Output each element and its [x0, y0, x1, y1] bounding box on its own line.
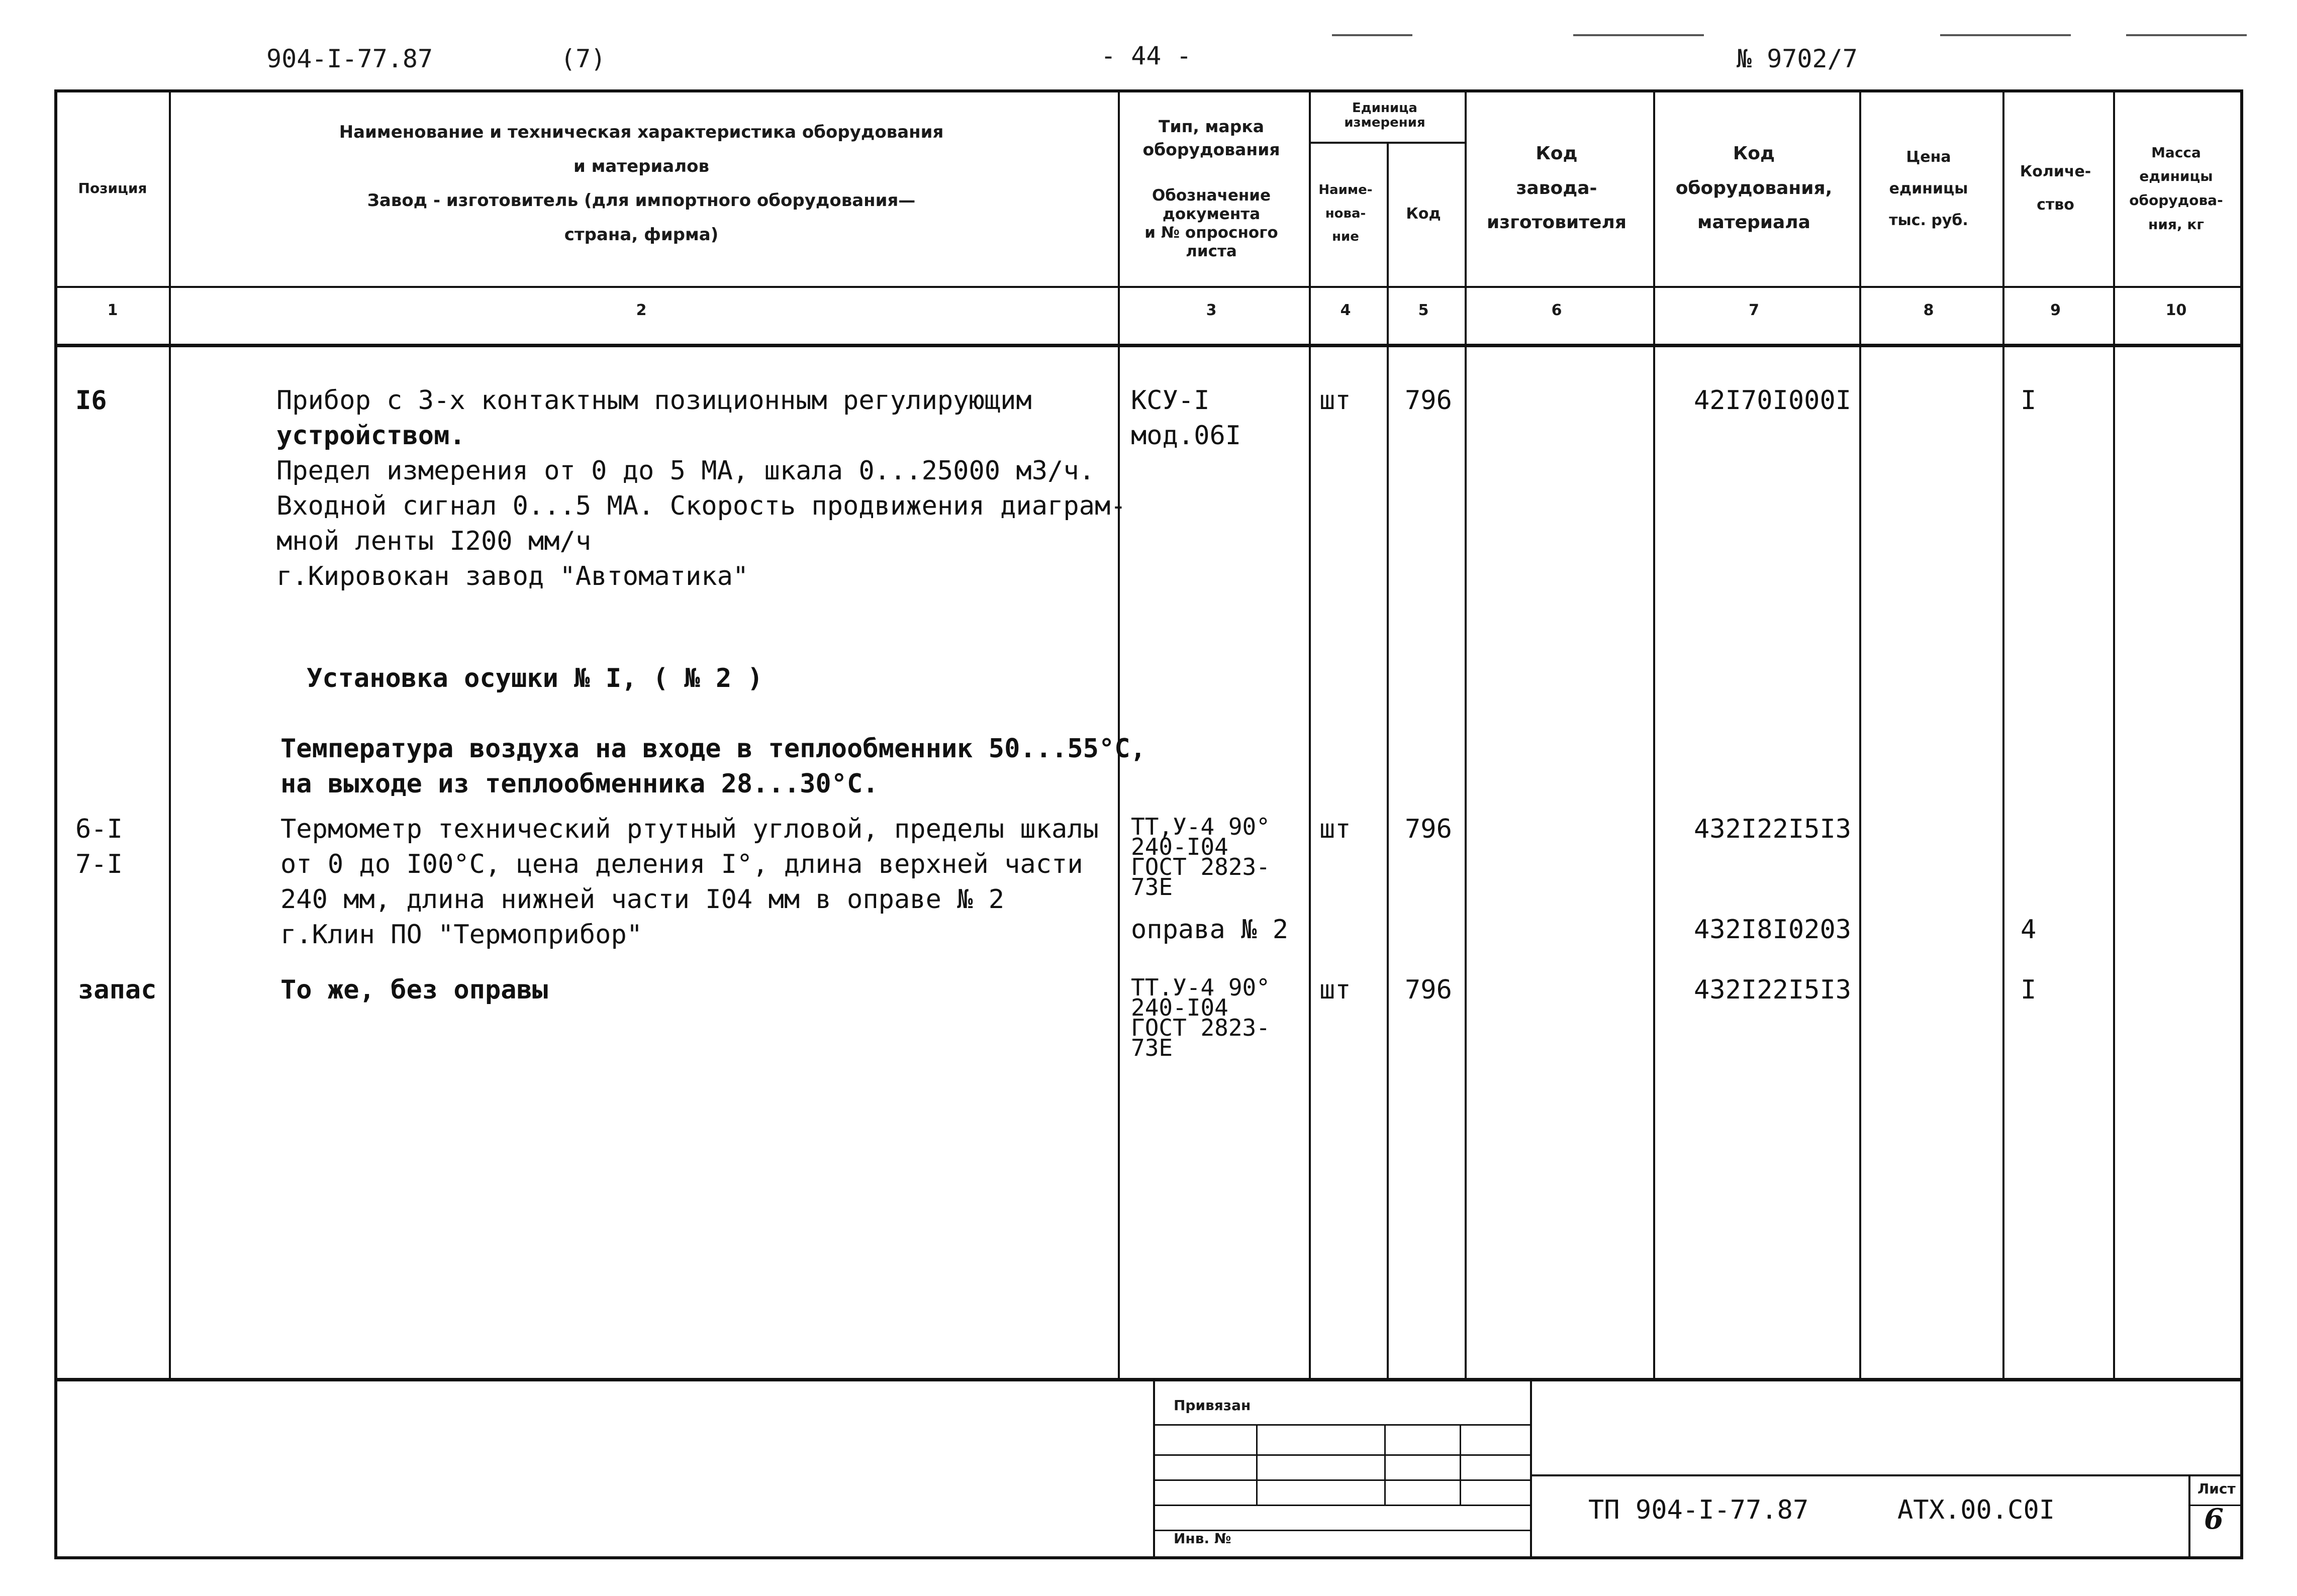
project-number: ТП 904-I-77.87 — [1588, 1495, 1809, 1525]
header-factory-code: Код завода- изготовителя — [1486, 143, 1627, 233]
header-dash — [1332, 34, 1412, 36]
row-unit-code: 796 — [1405, 814, 1452, 844]
row-unit-code: 796 — [1405, 385, 1452, 416]
header-unit-name: Наиме- нова- ние — [1318, 182, 1373, 245]
header-equipment-code: Код оборудования, материала — [1675, 143, 1833, 233]
row-description: Термометр технический ртутный угловой, пределы шкалы от 0 до I00°С, цена деления I°, длина верхней части 240 мм, длина нижней части I04 мм в оправе № 2 г.Клин ПО "Термоприбор" — [280, 814, 1099, 950]
column-number: 3 — [1206, 302, 1217, 319]
part-number: (7) — [560, 44, 606, 73]
inventory-label: Инв. № — [1174, 1530, 1231, 1547]
sheet-number: 6 — [2204, 1503, 2224, 1536]
row-position: I6 — [75, 385, 107, 416]
header-quantity: Количе- ство — [2020, 163, 2091, 214]
stamp-divider — [1256, 1424, 1258, 1505]
column-divider — [2002, 92, 2004, 1379]
header-dash — [1940, 34, 2071, 36]
header-price: Цена единицы тыс. руб. — [1889, 148, 1968, 229]
number-row-divider — [57, 344, 2240, 347]
header-type: Тип, марка оборудования — [1142, 116, 1280, 159]
attached-label: Привязан — [1174, 1397, 1251, 1414]
header-unit-group: Единица измерения — [1344, 101, 1425, 130]
column-divider — [1859, 92, 1861, 1379]
row-equipment-code: 42I70I000I — [1694, 385, 1852, 416]
header-dash — [1573, 34, 1704, 36]
inventory-number: № 9702/7 — [1737, 44, 1858, 73]
header-name: Наименование и техническая характеристика оборудования и материалов Завод - изготовитель (для импортного оборудования— страна, фирма) — [339, 122, 944, 245]
header-mass: Масса единицы оборудова- ния, кг — [2129, 144, 2223, 233]
section-title: Установка осушки № I, ( № 2 ) — [307, 663, 763, 693]
row-description: Прибор с 3-х контактным позиционным регулирующим устройством. Предел измерения от 0 до 5 МА, шкала 0...25000 м3/ч. Входной сигнал 0...5 МА. Скорость продвижения диаграм- мной ленты I200 мм/ч г.Кировокан завод "Автоматика" — [276, 385, 1126, 591]
stamp-line — [1153, 1505, 1530, 1506]
column-number: 9 — [2050, 302, 2061, 319]
row-quantity: 4 — [2021, 915, 2037, 945]
column-divider — [1309, 92, 1311, 1379]
header-dash — [2126, 34, 2247, 36]
header-document: Обозначение документа и № опросного листа — [1144, 186, 1278, 261]
row-quantity: I — [2021, 385, 2037, 416]
row-position: 6-I 7-I — [75, 814, 123, 879]
title-block-line — [1530, 1474, 2240, 1476]
column-number: 5 — [1418, 302, 1429, 319]
row-type-extra: оправа № 2 — [1131, 915, 1289, 945]
row-unit: шт — [1319, 385, 1351, 416]
row-description: То же, без оправы — [280, 975, 548, 1005]
header-unit-code: Код — [1406, 205, 1441, 223]
column-number: 1 — [107, 302, 118, 319]
row-position: запас — [78, 975, 157, 1005]
row-type: ТТ,У-4 90° 240-I04 ГОСТ 2823- 73Е — [1131, 813, 1270, 901]
header-divider — [57, 286, 2240, 288]
column-divider — [1387, 143, 1389, 1379]
document-number: 904-I-77.87 — [266, 44, 433, 73]
header-position: Позиция — [78, 180, 147, 196]
column-number: 4 — [1340, 302, 1351, 319]
body-divider — [57, 1378, 2240, 1381]
column-divider — [169, 92, 171, 1379]
unit-group-divider — [1309, 142, 1466, 144]
stamp-line — [1153, 1454, 1530, 1456]
document-code: АТХ.00.С0I — [1897, 1495, 2055, 1525]
sheet-label: Лист — [2197, 1480, 2236, 1497]
row-equipment-code: 432I22I5I3 — [1694, 814, 1852, 844]
row-unit-code: 796 — [1405, 975, 1452, 1005]
column-number: 7 — [1749, 302, 1759, 319]
column-number: 2 — [636, 302, 647, 319]
row-type: КСУ-I мод.06I — [1131, 385, 1241, 451]
stamp-divider — [1530, 1379, 1532, 1559]
page-number: - 44 - — [1101, 41, 1192, 70]
column-divider — [2113, 92, 2115, 1379]
row-quantity: I — [2021, 975, 2037, 1005]
stamp-divider — [1460, 1424, 1461, 1505]
sheet-box-divider — [2188, 1474, 2190, 1559]
section-note: Температура воздуха на входе в теплообменник 50...55°С, на выходе из теплообменника 28...30°С. — [280, 734, 1146, 799]
stamp-line — [1153, 1424, 1530, 1426]
row-unit: шт — [1319, 975, 1351, 1005]
column-number: 6 — [1551, 302, 1562, 319]
row-equipment-code-extra: 432I8I0203 — [1694, 915, 1852, 945]
row-type: ТТ.У-4 90° 240-I04 ГОСТ 2823- 73Е — [1131, 974, 1270, 1061]
stamp-line — [1153, 1479, 1530, 1481]
column-number: 8 — [1923, 302, 1934, 319]
column-divider — [1653, 92, 1655, 1379]
row-equipment-code: 432I22I5I3 — [1694, 975, 1852, 1005]
stamp-divider — [1153, 1379, 1155, 1559]
column-divider — [1465, 92, 1467, 1379]
column-number: 10 — [2165, 302, 2187, 319]
stamp-divider — [1384, 1424, 1386, 1505]
row-unit: шт — [1319, 814, 1351, 844]
